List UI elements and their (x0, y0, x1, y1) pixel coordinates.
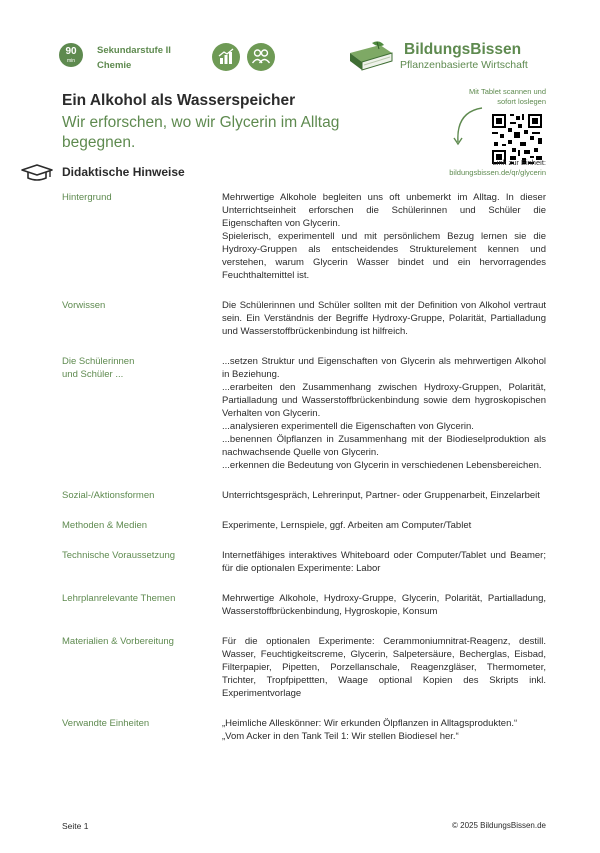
info-row-prior-knowledge (62, 299, 546, 338)
didactic-info-table (62, 191, 546, 743)
page-title: Ein Alkohol als Wasserspeicher (62, 92, 296, 109)
page-subtitle: Wir erforschen, wo wir Glycerin im Alltag begegnen. (62, 114, 340, 151)
row-label: Verwandte Einheiten (62, 718, 150, 729)
row-value: Unterrichtsgespräch, Lehrerinput, Partner- oder Gruppenarbeit, Einzelarbeit (222, 490, 540, 501)
subject-label: Chemie (97, 60, 132, 71)
row-label: Lehrplanrelevante Themen (62, 593, 176, 604)
row-value: Internetfähiges interaktives Whiteboard oder Computer/Tablet und Beamer; für die optionalen Experimente: Labor (222, 550, 546, 574)
row-value: Experimente, Lernspiele, ggf. Arbeiten am Computer/Tablet (222, 520, 472, 531)
row-value: Mehrwertige Alkohole, Hydroxy-Gruppe, Glycerin, Polarität, Partialladung, Wasserstoffbrückenbindung, Hygroskopie, Konsum (222, 593, 546, 617)
bar-chart-icon (212, 43, 240, 71)
unit-link-url[interactable]: bildungsbissen.de/qr/glycerin (449, 168, 546, 177)
info-row-technical-requirements (62, 549, 546, 575)
curved-arrow-icon (452, 106, 492, 148)
copyright: © 2025 BildungsBissen.de (452, 821, 546, 830)
info-row-related-units (62, 717, 546, 743)
info-row-social-forms (62, 489, 546, 502)
book-logo-icon (346, 39, 396, 73)
row-label: Materialien & Vorbereitung (62, 636, 174, 647)
info-row-methods-media (62, 519, 546, 532)
row-value: Mehrwertige Alkohole begleiten uns oft unbemerkt im Alltag. In dieser Unterrichtseinheit erforschen die Schülerinnen und Schüler die Eigenschaften von Glycerin. Spielerisch, experimentell und mit persönlichem Bezug lernen sie die Hydroxy-Gruppen als entscheidendes Strukturelement kennen und verstehen, warum Glycerin Wasser bindet und ein hervorragendes Feuchthaltemittel ist. (222, 192, 546, 281)
brand-tagline: Pflanzenbasierte Wirtschaft (400, 59, 528, 71)
duration-value: 90 (65, 46, 77, 57)
row-label: Die Schülerinnen und Schüler ... (62, 356, 135, 380)
info-row-materials (62, 635, 546, 700)
row-value: ...setzen Struktur und Eigenschaften von Glycerin als mehrwertigen Alkohol in Beziehung. ...erarbeiten den Zusammenhang zwischen Hydroxy-Gruppen, Polarität, Partialladung und Wasserstoffbrückenbindung sowie dem hygroskopischen Verhalten von Glycerin. ...analysieren experimentell die Eigenschaften von Glycerin. ...benennen Ölpflanzen in Zusammenhang mit der Biodieselproduktion als nachwachsende Quelle von Glycerin. ...erkennen die Bedeutung von Glycerin in verschiedenen Lebensbereichen. (222, 356, 546, 471)
row-label: Sozial-/Aktionsformen (62, 490, 155, 501)
row-label: Methoden & Medien (62, 520, 148, 531)
section-heading: Didaktische Hinweise (62, 165, 185, 179)
brand-name: BildungsBissen (404, 41, 522, 58)
page-number: Seite 1 (62, 821, 89, 831)
row-label: Hintergrund (62, 192, 112, 203)
info-row-curriculum-topics (62, 592, 546, 618)
info-row-background (62, 191, 546, 282)
group-icon (247, 43, 275, 71)
duration-unit: min (66, 58, 76, 64)
row-value: Die Schülerinnen und Schüler sollten mit der Definition von Alkohol vertraut sein. Ein Verständnis der Begriffe Hydroxy-Gruppe, Polarität, Partialladung und Wasserstoffbrückenbindung ist hilfreich. (222, 300, 546, 337)
row-value: Für die optionalen Experimente: Cerammoniumnitrat-Reagenz, destill. Wasser, Feuchtigkeitscreme, Glycerin, Salpetersäure, Becherglas, Eisbad, Filterpapier, Pipetten, Porzellanschale, Reagenzgläser, Thermometer, Trichter, Tropfpipettten, Waage optional Kopien des Skripts inkl. Experimentvorlage (222, 636, 546, 699)
row-label: Technische Voraussetzung (62, 550, 176, 561)
graduation-cap-icon (20, 163, 54, 183)
duration-badge (59, 43, 83, 67)
unit-link (405, 158, 546, 178)
row-label: Vorwissen (62, 300, 106, 311)
row-value: „Heimliche Alleskönner: Wir erkunden Ölpflanzen in Alltagsprodukten.“ „Vom Acker in den Tank Teil 1: Wir stellen Biodiesel her.“ (222, 718, 518, 742)
course-meta (97, 43, 171, 73)
info-row-learning-goals (62, 355, 546, 472)
level-label: Sekundarstufe II (97, 45, 171, 56)
qr-hint: Mit Tablet scannen und sofort loslegen (469, 87, 546, 106)
unit-link-label: Link zur Einheit: (492, 158, 546, 167)
